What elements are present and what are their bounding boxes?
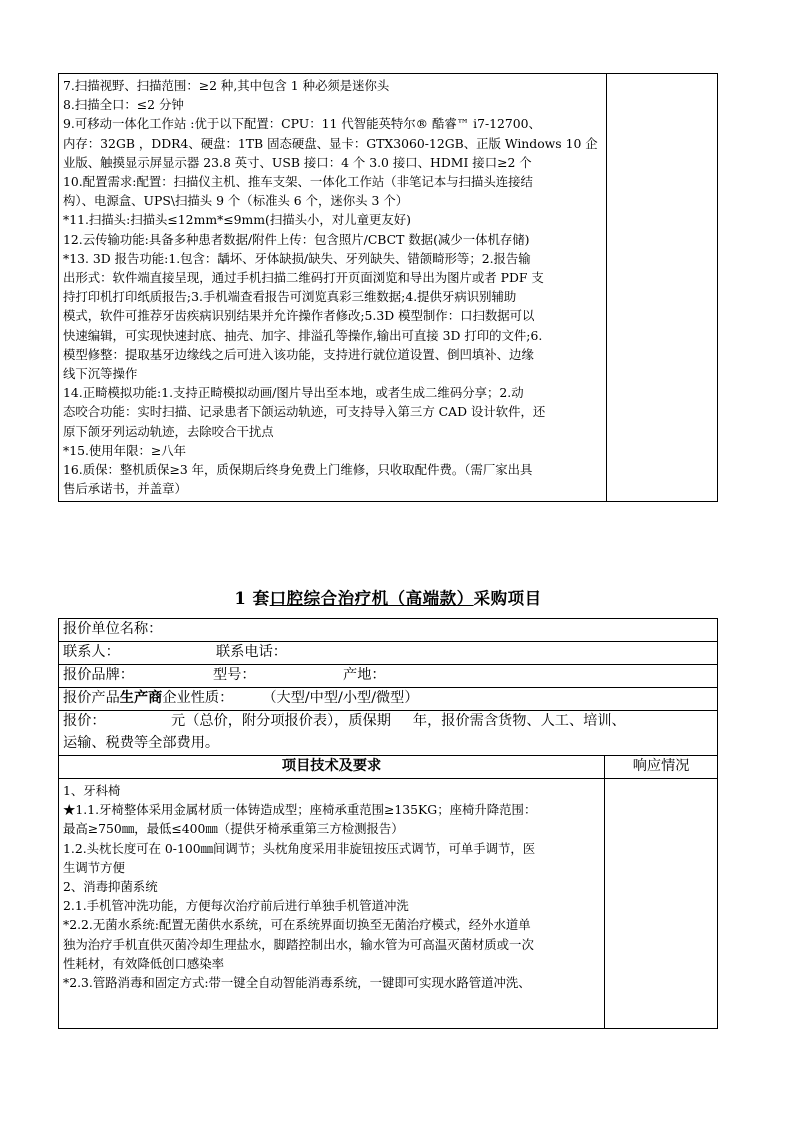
response-header: 响应情况 [605, 756, 718, 779]
section-title [58, 585, 718, 609]
spec-line: *13. 3D 报告功能:1.包含：龋坏、牙体缺损/缺失、牙列缺失、错颌畸形等；2.报告输 [63, 250, 531, 266]
spec-line: *15.使用年限：≥八年 [63, 442, 187, 458]
price-requirement: 年，报价需含货物、人工、培训、 [412, 713, 626, 729]
price-note: 元（总价，附分项报价表），质保期 [171, 713, 391, 729]
title-prefix: 1 套 [234, 589, 270, 608]
spec-line: 业版、触摸显示屏显示器 23.8 英寸、USB 接口：4 个 3.0 接口、HDMI 接口≥2 个 [63, 154, 532, 170]
quote-contact-row [59, 642, 718, 665]
spec-cell [59, 74, 607, 502]
contact-label: 联系人： [63, 644, 120, 660]
title-product: 口腔综合治疗机（高端款） [269, 589, 474, 608]
req-line: *2.3.管路消毒和固定方式:带一键全自动智能消毒系统，一键即可实现水路管道冲洗、 [63, 975, 531, 991]
spec-line: 7.扫描视野、扫描范围：≥2 种,其中包含 1 种必须是迷你头 [63, 78, 390, 93]
spec-line: 持打印机打印纸质报告;3.手机端查看报告可浏览真彩三维数据;4.提供牙病识别辅助 [63, 289, 517, 305]
price-requirement-cont: 运输、税费等全部费用。 [63, 734, 220, 751]
spec-line: 线下沉等操作 [63, 366, 138, 382]
req-line: 独为治疗手机直供灭菌冷却生理盐水，脚踏控制出水，输水管为可高温灭菌材质或一次 [63, 936, 534, 952]
quote-price-row [59, 711, 718, 756]
requirements-header: 项目技术及要求 [59, 756, 605, 779]
spec-line: 8.扫描全口：≤2 分钟 [63, 97, 184, 113]
spec-line: 9.可移动一体化工作站 :优于以下配置：CPU：11 代智能英特尔® 酷睿™ i7-12700、 [63, 116, 541, 132]
spec-line: 态咬合功能：实时扫描、记录患者下颌运动轨迹，可支持导入第三方 CAD 设计软件，还 [63, 404, 546, 420]
req-line: 最高≥750㎜，最低≤400㎜（提供牙椅承重第三方检测报告） [63, 821, 404, 837]
spec-table-continued [58, 73, 718, 502]
req-line: 1、牙科椅 [63, 783, 121, 798]
spec-line: 模型修整：提取基牙边缘线之后可进入该功能，支持进行就位道设置、倒凹填补、边缘 [63, 346, 534, 362]
spec-line: 14.正畸模拟功能:1.支持正畸模拟动画/图片导出至本地，或者生成二维码分享；2.动 [63, 385, 524, 401]
title-suffix: 采购项目 [473, 589, 542, 608]
req-line: ★1.1.牙椅整体采用金属材质一体铸造成型；座椅承重范围≥135KG；座椅升降范围： [63, 802, 537, 818]
quote-table [58, 618, 718, 1029]
price-label: 报价： [63, 713, 106, 729]
quote-brand-row [59, 665, 718, 688]
spec-line: 构）、电源盒、UPS\扫描头 9 个（标准头 6 个，迷你头 3 个） [63, 193, 409, 209]
spec-line: 16.质保：整机质保≥3 年，质保期后终身免费上门维修，只收取配件费。（需厂家出具 [63, 462, 533, 478]
req-line: 2.1.手机管冲洗功能，方便每次治疗前后进行单独手机管道冲洗 [63, 898, 409, 914]
spec-line: 快速编辑，可实现快速封底、抽壳、加字、排溢孔等操作,输出可直接 3D 打印的文件;6. [63, 327, 543, 343]
spec-line: 模式，软件可推荐牙齿疾病识别结果并允许操作者修改;5.3D 模型制作：口扫数据可以 [63, 308, 535, 324]
model-label: 型号： [213, 667, 256, 683]
quote-unit-label: 报价单位名称： [63, 621, 163, 637]
response-cell [605, 779, 718, 1029]
spec-line: 内存：32GB ，DDR4、硬盘：1TB 固态硬盘、显卡：GTX3060-12GB、正版 Windows 10 企 [63, 135, 598, 151]
enterprise-nature-label: 企业性质： [162, 690, 234, 706]
enterprise-size-options: （大型/中型/小型/微型） [262, 690, 419, 706]
spec-line: 售后承诺书，并盖章） [63, 481, 187, 497]
req-line: 1.2.头枕长度可在 0-100㎜间调节；头枕角度采用非旋钮按压式调节，可单手调节，医 [63, 840, 536, 856]
req-line: 性耗材，有效降低创口感染率 [63, 955, 225, 971]
req-line: 生调节方便 [63, 859, 125, 875]
product-prefix: 报价产品 [63, 690, 120, 706]
req-line: *2.2.无菌水系统:配置无菌供水系统，可在系统界面切换至无菌治疗模式，经外水道单 [63, 917, 531, 933]
spec-line: 12.云传输功能:具备多种患者数据/附件上传：包含照片/CBCT 数据(减少一体机存储) [63, 231, 530, 247]
response-cell [606, 74, 717, 502]
spec-line: *11.扫描头:扫描头≤12mm*≤9mm(扫描头小，对儿童更友好) [63, 212, 411, 228]
spec-line: 10.配置需求:配置：扫描仪主机、推车支架、一体化工作站（非笔记本与扫描头连接结 [63, 174, 533, 190]
req-line: 2、消毒抑菌系统 [63, 879, 158, 895]
quote-unit-row [59, 619, 718, 642]
phone-label: 联系电话： [216, 644, 287, 660]
spec-line: 原下颌牙列运动轨迹，去除咬合干扰点 [63, 423, 274, 439]
origin-label: 产地： [343, 667, 386, 683]
spec-line: 出形式：软件端直接呈现，通过手机扫描二维码打开页面浏览和导出为图片或者 PDF 支 [63, 270, 544, 286]
brand-label: 报价品牌： [63, 667, 134, 683]
requirements-cell [59, 779, 605, 1029]
quote-product-row [59, 688, 718, 711]
manufacturer-label: 生产商 [119, 690, 163, 706]
